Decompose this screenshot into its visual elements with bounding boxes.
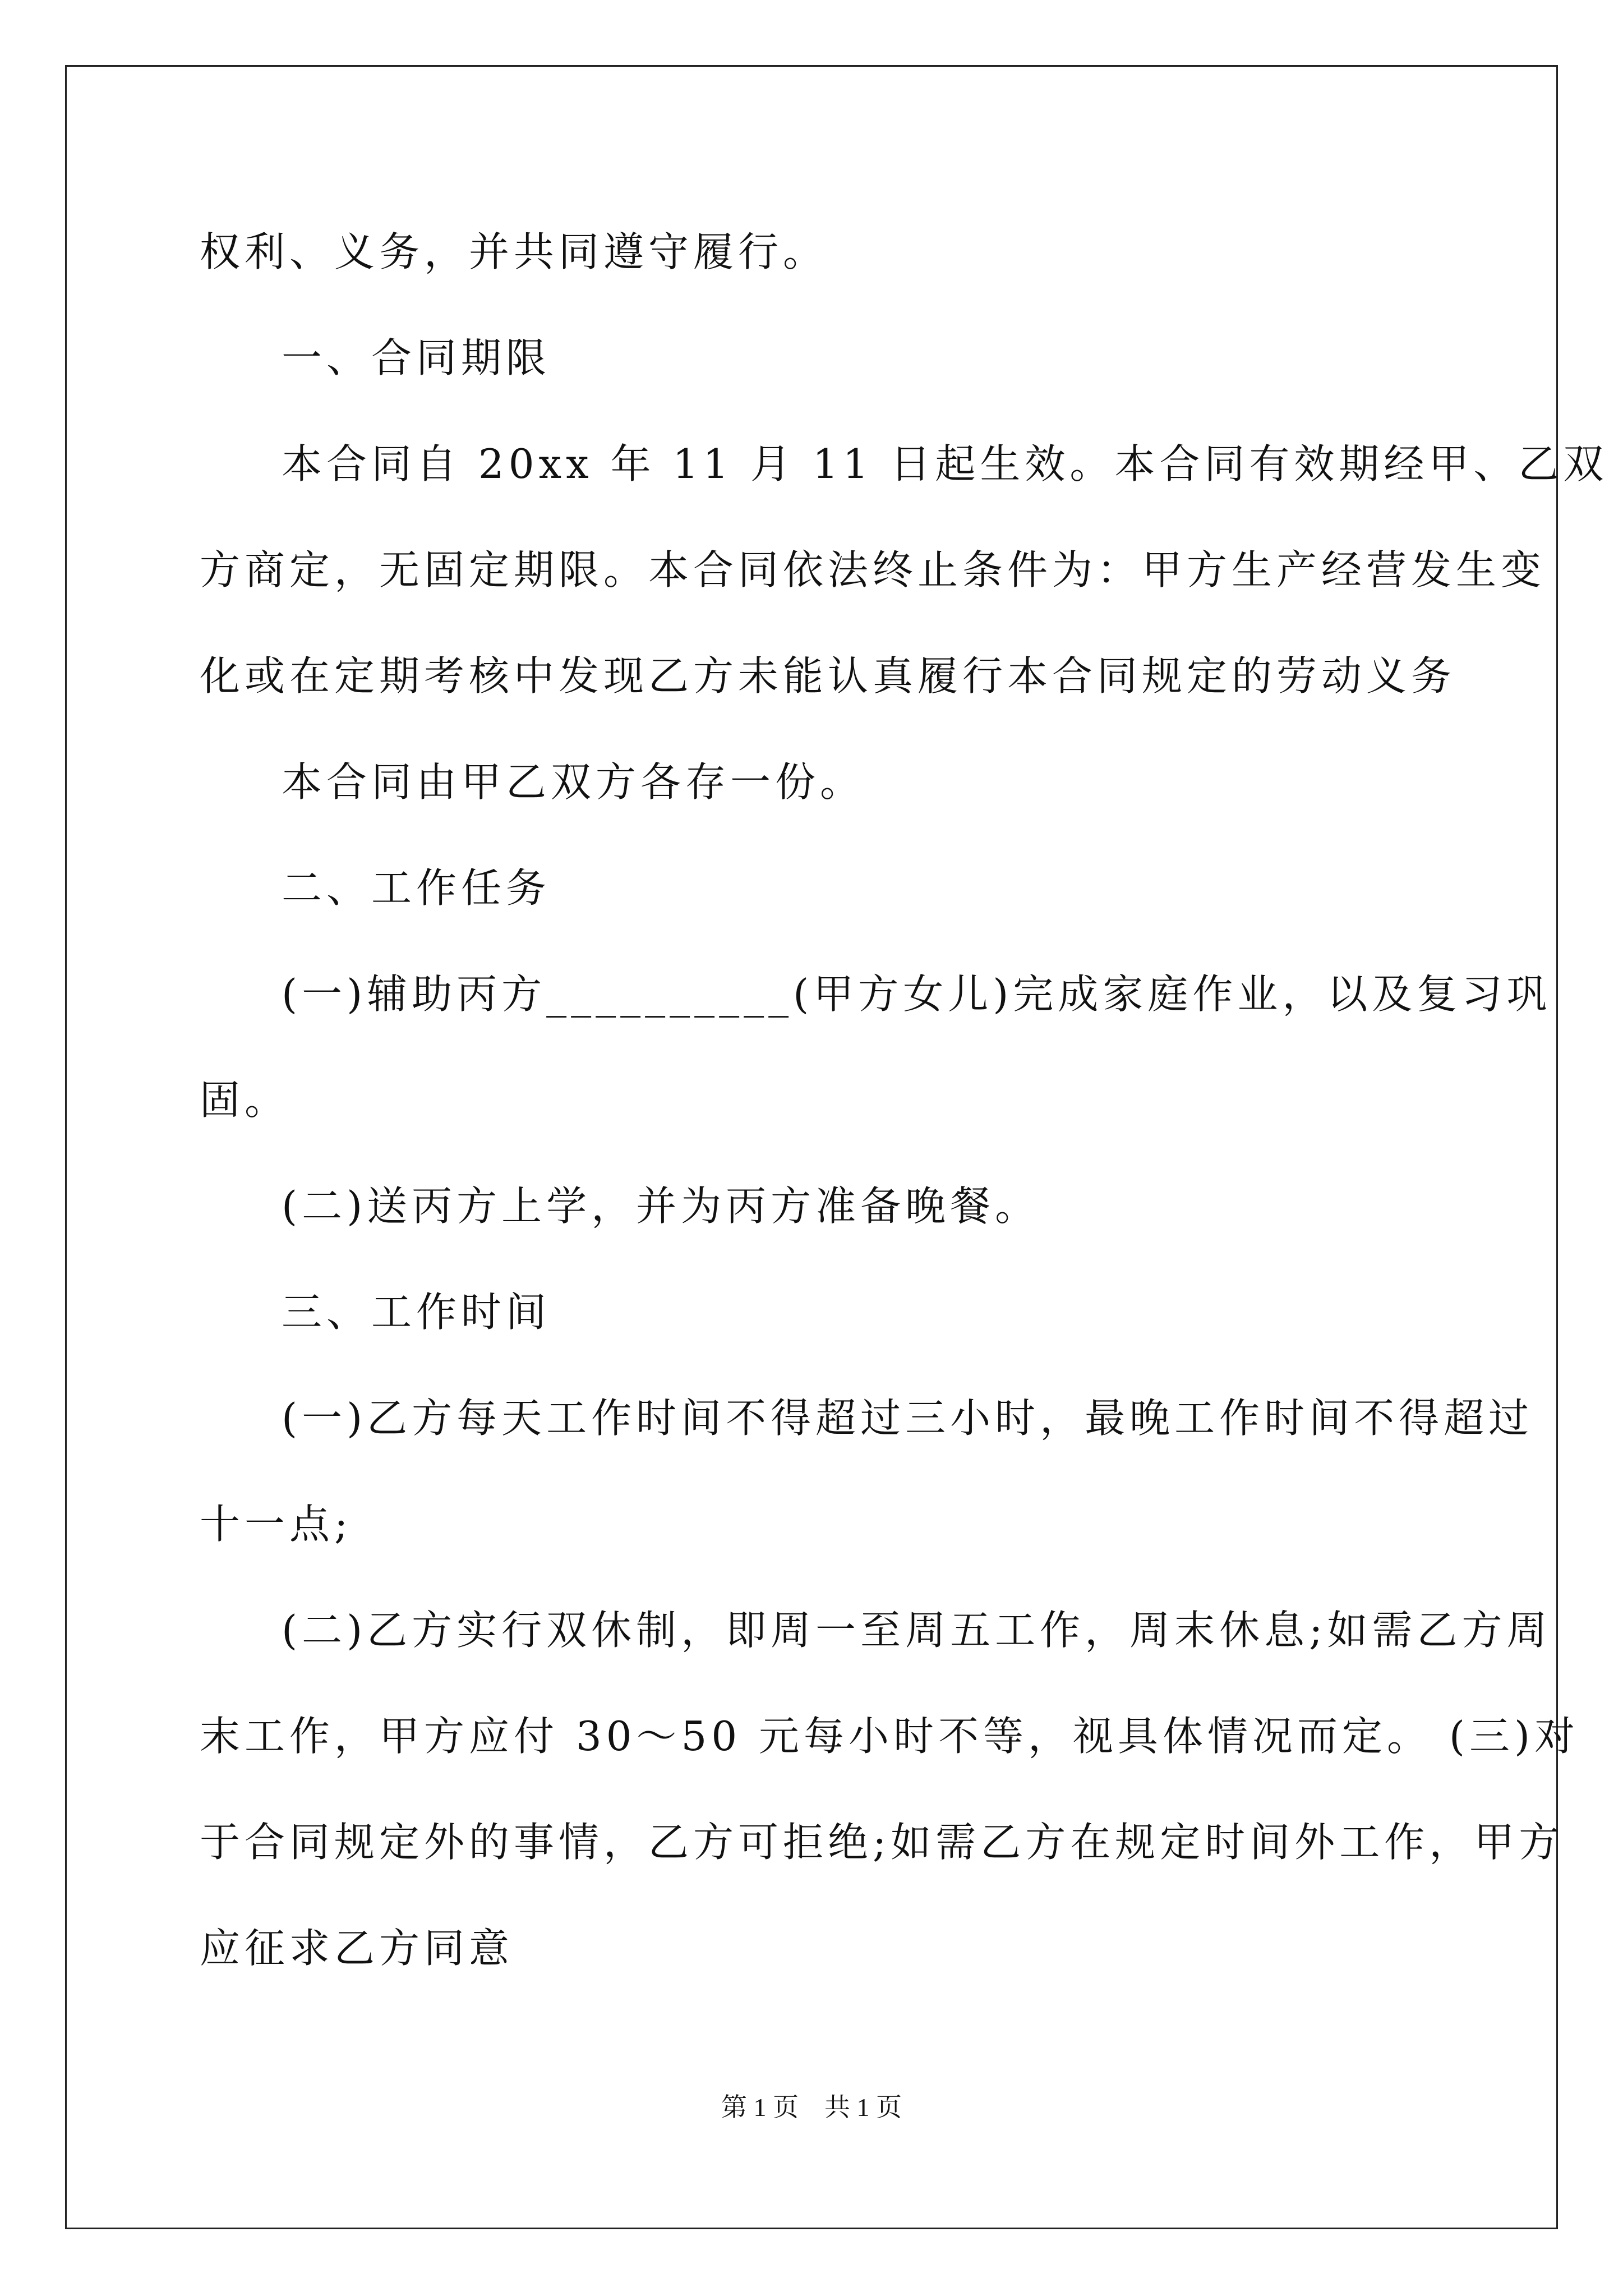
text-line: (一)辅助丙方__________(甲方女儿)完成家庭作业，以及复习巩: [282, 970, 1552, 1018]
text-line: (一)乙方每天工作时间不得超过三小时，最晚工作时间不得超过: [282, 1395, 1534, 1442]
text-line: 化或在定期考核中发现乙方未能认真履行本合同规定的劳动义务: [200, 652, 1456, 700]
text-line: 末工作，甲方应付 30～50 元每小时不等，视具体情况而定。 (三)对: [200, 1713, 1580, 1760]
text-line: 于合同规定外的事情，乙方可拒绝;如需乙方在规定时间外工作，甲方: [200, 1819, 1564, 1866]
page-number-footer: 第 1 页 共 1 页: [721, 2093, 902, 2122]
text-line: 应征求乙方同意: [200, 1925, 514, 1972]
text-line: 本合同自 20xx 年 11 月 11 日起生效。本合同有效期经甲、乙双: [282, 440, 1608, 487]
text-line: (二)乙方实行双休制，即周一至周五工作，周末休息;如需乙方周: [282, 1607, 1552, 1654]
text-line: 本合同由甲乙双方各存一份。: [282, 758, 865, 806]
text-line: 方商定，无固定期限。本合同依法终止条件为：甲方生产经营发生变: [200, 546, 1546, 593]
text-line: (二)送丙方上学，并为丙方准备晚餐。: [282, 1182, 1040, 1230]
text-line: 权利、义务，并共同遵守履行。: [200, 228, 828, 275]
text-line: 固。: [200, 1076, 290, 1124]
section-heading: 二、工作任务: [282, 864, 551, 912]
section-heading: 三、工作时间: [282, 1289, 551, 1336]
text-line: 十一点;: [200, 1501, 353, 1548]
section-heading: 一、合同期限: [282, 334, 551, 381]
document-body: [200, 199, 1608, 2001]
